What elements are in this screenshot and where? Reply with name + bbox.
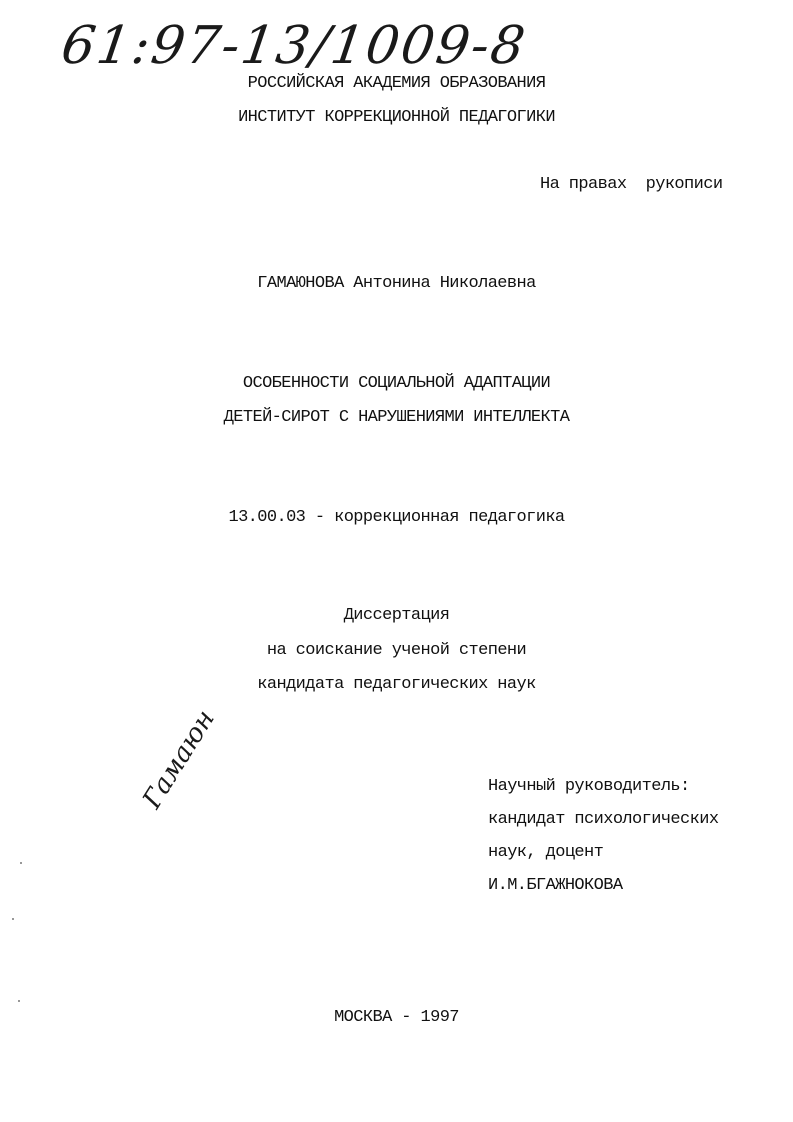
title-line-1: ОСОБЕННОСТИ СОЦИАЛЬНОЙ АДАПТАЦИИ [242,374,551,393]
scan-speck [20,862,22,864]
degree-line-1: Диссертация [343,606,450,625]
city-year: МОСКВА - 1997 [334,1008,459,1027]
manuscript-note: На правах рукописи [540,175,723,194]
supervisor-label: Научный руководитель: [488,777,690,796]
author-name: ГАМАЮНОВА Антонина Николаевна [257,274,536,293]
academy-name: РОССИЙСКАЯ АКАДЕМИЯ ОБРАЗОВАНИЯ [247,74,546,93]
degree-line-3: кандидата педагогических наук [257,675,536,694]
handwritten-signature: Гамаюн [137,704,221,814]
title-line-2: ДЕТЕЙ-СИРОТ С НАРУШЕНИЯМИ ИНТЕЛЛЕКТА [223,408,570,427]
handwritten-archive-code: 61:97-13/1009-8 [57,16,531,76]
scan-speck [18,1000,20,1002]
specialty-code: 13.00.03 - коррекционная педагогика [228,508,565,527]
scan-speck [12,918,14,920]
institute-name: ИНСТИТУТ КОРРЕКЦИОННОЙ ПЕДАГОГИКИ [238,108,555,127]
degree-line-2: на соискание ученой степени [266,641,527,660]
supervisor-name: И.М.БГАЖНОКОВА [488,876,623,895]
supervisor-title: наук, доцент [488,843,604,862]
supervisor-degree: кандидат психологических [488,810,719,829]
